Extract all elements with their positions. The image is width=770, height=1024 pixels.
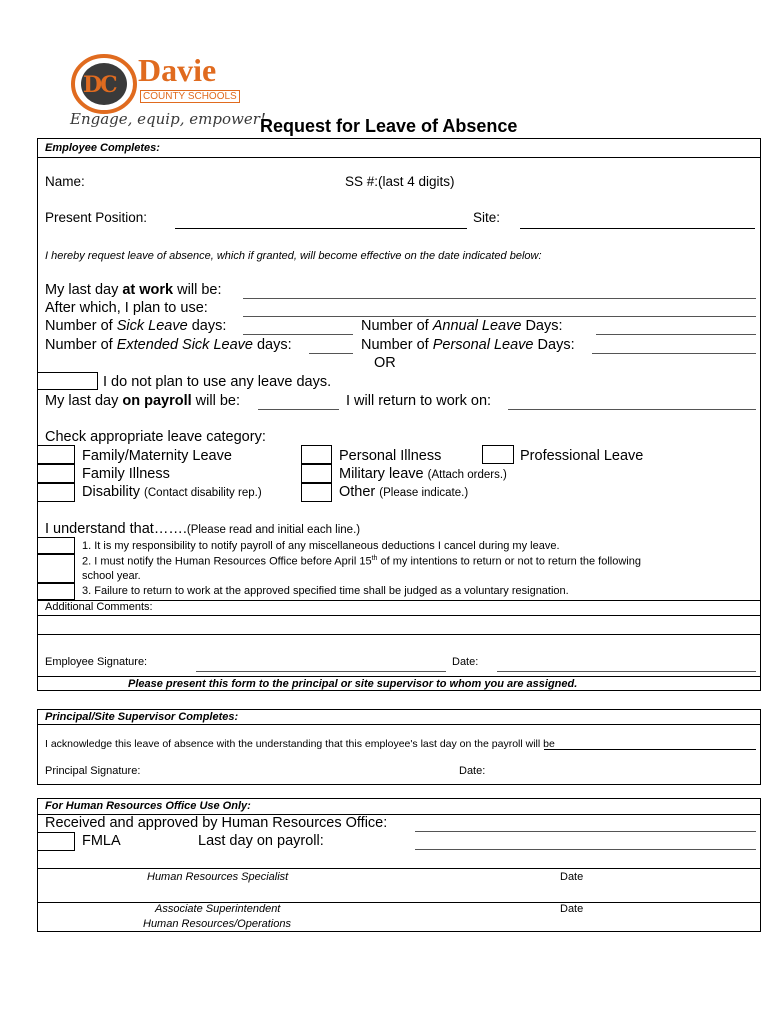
name-label: Name: (45, 174, 85, 189)
disability-note: (Contact disability rep.) (144, 487, 262, 499)
annual-post: Days: (521, 318, 563, 334)
principal-acknowledge-text: I acknowledge this leave of absence with the understanding that this employee's last day on the payroll will be (45, 738, 555, 750)
hr-divider-2 (37, 902, 761, 903)
employee-signature-line[interactable] (196, 671, 446, 672)
logo-tagline: Engage, equip, empower! (70, 110, 266, 128)
hr-last-day-payroll-label: Last day on payroll: (198, 833, 324, 849)
principal-date-label: Date: (459, 765, 486, 777)
last-day-work-post: will be: (173, 282, 222, 298)
comments-line-2[interactable] (37, 634, 761, 635)
hr-date-2-label: Date (560, 903, 584, 915)
sick-pre: Number of (45, 318, 117, 334)
extended-leave-label (45, 337, 292, 353)
item2-pre: 2. I must notify the Human Resources Office before April 15 (82, 555, 372, 568)
no-leave-checkbox[interactable] (37, 372, 98, 390)
principal-payroll-date-line[interactable] (544, 749, 756, 750)
last-day-work-line[interactable] (243, 298, 756, 299)
sick-post: days: (187, 318, 227, 334)
employee-date-line[interactable] (497, 671, 756, 672)
other-leave-label (339, 484, 468, 500)
personal-post: Days: (533, 337, 575, 353)
other-leave-checkbox[interactable] (301, 483, 332, 502)
family-illness-checkbox[interactable] (37, 464, 75, 483)
logo-sub: COUNTY SCHOOLS (140, 90, 240, 103)
sick-leave-label (45, 318, 226, 334)
initial-box-1[interactable] (37, 537, 75, 554)
last-day-payroll-line[interactable] (258, 409, 339, 410)
hr-received-line[interactable] (415, 831, 756, 832)
principal-header-divider (37, 724, 761, 725)
hr-date-1-label: Date (560, 871, 584, 883)
request-statement: I hereby request leave of absence, which if granted, will become effective on the date indicated below: (45, 250, 542, 262)
category-label: Check appropriate leave category: (45, 429, 266, 445)
family-maternity-label: Family/Maternity Leave (82, 448, 232, 464)
professional-leave-label: Professional Leave (520, 448, 644, 464)
assoc-superintendent-label: Associate Superintendent (155, 903, 281, 915)
personal-leave-line[interactable] (592, 353, 756, 354)
hr-section-header: For Human Resources Office Use Only: (45, 800, 251, 812)
last-day-work-label (45, 282, 221, 298)
present-form-note: Please present this form to the principal or site supervisor to whom you are assigned. (128, 678, 578, 690)
military-note: (Attach orders.) (427, 469, 507, 481)
comments-line-1[interactable] (37, 615, 761, 616)
site-line[interactable] (520, 228, 755, 229)
page-title: Request for Leave of Absence (260, 116, 518, 136)
position-line[interactable] (175, 228, 467, 229)
last-day-payroll-label (45, 393, 240, 409)
payroll-bold: on payroll (122, 393, 192, 409)
personal-leave-label (361, 337, 575, 353)
employee-section-header: Employee Completes: (45, 142, 160, 154)
annual-leave-label (361, 318, 563, 334)
hr-specialist-label: Human Resources Specialist (147, 871, 289, 883)
after-which-line[interactable] (243, 316, 756, 317)
initial-box-2[interactable] (37, 554, 75, 583)
fmla-checkbox[interactable] (37, 832, 75, 851)
family-illness-label: Family Illness (82, 466, 170, 482)
initial-box-3[interactable] (37, 583, 75, 600)
annual-leave-line[interactable] (596, 334, 756, 335)
employee-header-divider (37, 157, 761, 158)
personal-illness-checkbox[interactable] (301, 445, 332, 464)
disability-text: Disability (82, 484, 141, 500)
hr-last-day-payroll-line[interactable] (415, 849, 756, 850)
after-which-label: After which, I plan to use: (45, 300, 208, 316)
employee-date-label: Date: (452, 656, 479, 668)
professional-leave-checkbox[interactable] (482, 445, 514, 464)
other-text: Other (339, 484, 376, 500)
principal-signature-label: Principal Signature: (45, 765, 141, 777)
military-text: Military leave (339, 466, 424, 482)
personal-it: Personal Leave (432, 337, 534, 353)
position-label: Present Position: (45, 210, 148, 225)
sick-leave-line[interactable] (243, 334, 353, 335)
item2-sup: th (371, 555, 378, 562)
logo-initials: DC (83, 72, 116, 98)
personal-illness-label: Personal Illness (339, 448, 442, 464)
principal-section-header: Principal/Site Supervisor Completes: (45, 711, 239, 723)
site-label: Site: (473, 210, 501, 225)
military-leave-checkbox[interactable] (301, 464, 332, 483)
no-leave-label: I do not plan to use any leave days. (103, 374, 332, 390)
payroll-post: will be: (191, 393, 241, 409)
last-day-work-bold: at work (122, 282, 174, 298)
hr-received-label: Received and approved by Human Resources Office: (45, 815, 388, 831)
understand-note: (Please read and initial each line.) (186, 524, 361, 536)
logo (70, 46, 266, 136)
additional-comments-label: Additional Comments: (45, 601, 153, 613)
fmla-label: FMLA (82, 833, 121, 849)
return-line[interactable] (508, 409, 756, 410)
item2-post: of my intentions to return or not to return the following (377, 555, 641, 568)
sick-it: Sick Leave (116, 318, 188, 334)
logo-brand: Davie (138, 52, 217, 88)
understand-item-2 (82, 555, 641, 568)
personal-pre: Number of (361, 337, 433, 353)
payroll-pre: My last day (45, 393, 123, 409)
ext-post: days: (252, 337, 292, 353)
annual-pre: Number of (361, 318, 433, 334)
understand-item-3: 3. Failure to return to work at the approved specified time shall be judged as a voluntary resignation. (82, 585, 569, 597)
ext-it: Extended Sick Leave (116, 337, 253, 353)
understand-item-2-cont: school year. (82, 570, 141, 582)
return-label: I will return to work on: (346, 393, 492, 409)
military-leave-label (339, 466, 507, 482)
last-day-work-pre: My last day (45, 282, 123, 298)
assoc-superintendent-dept: Human Resources/Operations (143, 918, 291, 930)
disability-checkbox[interactable] (37, 483, 75, 502)
present-note-divider (37, 676, 761, 677)
other-note: (Please indicate.) (379, 487, 469, 499)
hr-divider-1 (37, 868, 761, 869)
or-label: OR (374, 355, 396, 371)
extended-leave-line[interactable] (309, 353, 353, 354)
family-maternity-checkbox[interactable] (37, 445, 75, 464)
disability-label (82, 484, 262, 500)
understand-heading (45, 520, 360, 538)
ss-label: SS #:(last 4 digits) (345, 174, 455, 189)
annual-it: Annual Leave (432, 318, 522, 334)
understand-label: I understand that……. (45, 521, 187, 537)
understand-item-1: 1. It is my responsibility to notify payroll of any miscellaneous deductions I cancel during my leave. (82, 540, 560, 552)
ext-pre: Number of (45, 337, 117, 353)
employee-signature-label: Employee Signature: (45, 656, 148, 668)
